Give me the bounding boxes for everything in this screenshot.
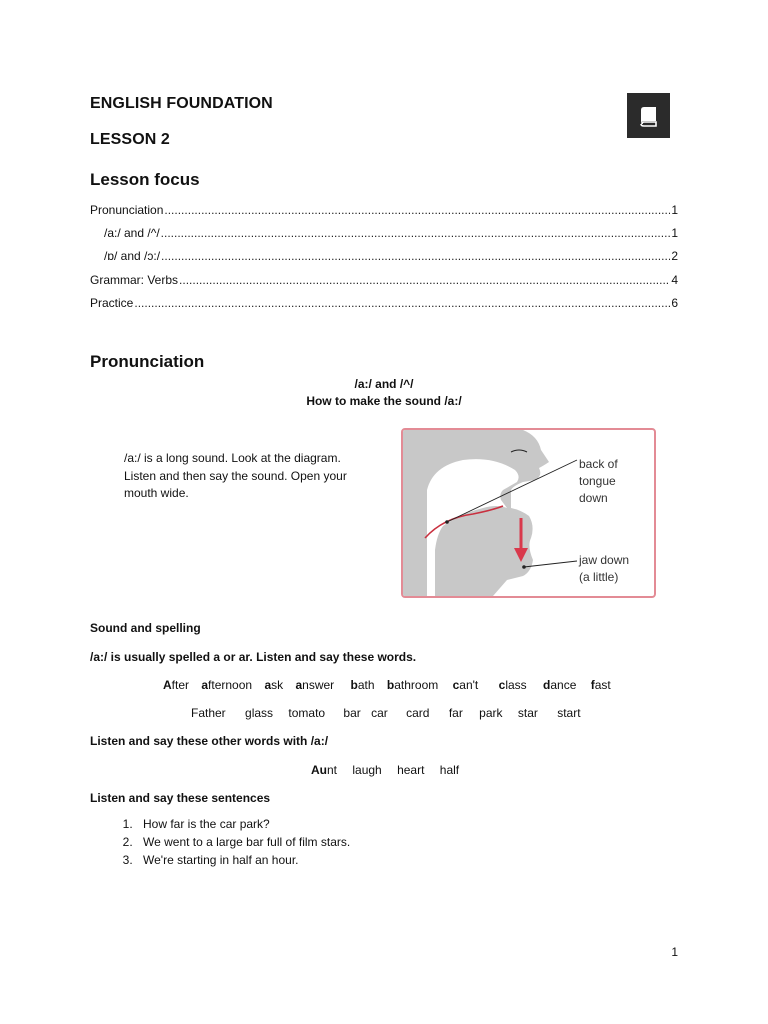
- word: afternoon: [201, 678, 253, 692]
- sentence-item: 3. We're starting in half an hour.: [136, 851, 536, 869]
- diagram-label-tongue-1: back of: [579, 457, 618, 471]
- toc-entry-label: /a:/ and /^/: [104, 226, 160, 240]
- toc-entry-label: Pronunciation: [90, 203, 164, 217]
- toc-leader-dots: [179, 273, 670, 287]
- word: After: [163, 678, 190, 692]
- lesson-title: LESSON 2: [90, 131, 170, 148]
- book-icon-box: [627, 93, 670, 138]
- word: Aunt: [311, 763, 338, 777]
- word: start: [557, 706, 581, 720]
- toc-entry-label: /ɒ/ and /ɔ:/: [104, 249, 161, 263]
- toc-leader-dots: [164, 203, 670, 217]
- word: park: [479, 706, 503, 720]
- subsection-title: /a:/ and /^/: [354, 377, 414, 391]
- toc-entry-page: 1: [671, 226, 678, 240]
- word: card: [406, 706, 430, 720]
- word-row-2: [191, 706, 581, 720]
- course-title: ENGLISH FOUNDATION: [90, 95, 273, 112]
- diagram-label-jaw-2: (a little): [579, 570, 619, 584]
- other-words-row: [311, 763, 459, 777]
- word: class: [498, 678, 527, 692]
- toc-entry-page: 2: [671, 249, 678, 263]
- subsection-subtitle: How to make the sound /a:/: [306, 394, 462, 408]
- word: tomato: [288, 706, 326, 720]
- word: far: [448, 706, 463, 720]
- toc-heading: Lesson focus: [90, 170, 200, 189]
- word: can't: [452, 678, 479, 692]
- sentence-list: [90, 815, 536, 869]
- toc-entry[interactable]: [90, 271, 678, 287]
- word-row-1: [163, 678, 611, 692]
- word: star: [517, 706, 538, 720]
- word: dance: [543, 678, 577, 692]
- diagram-label-jaw-1: jaw down: [579, 553, 630, 567]
- word: bar: [343, 706, 361, 720]
- toc-leader-dots: [134, 296, 670, 310]
- diagram-label-tongue-2: tongue: [579, 474, 616, 488]
- toc-entry[interactable]: [90, 224, 678, 240]
- sentence-item: 1. How far is the car park?: [136, 815, 536, 833]
- toc-entry[interactable]: [90, 201, 678, 217]
- toc-entry-page: 4: [671, 273, 678, 287]
- other-words-heading: Listen and say these other words with /a:/: [90, 734, 329, 748]
- section-heading: Pronunciation: [90, 352, 205, 371]
- sound-description: /a:/ is a long sound. Look at the diagram. Listen and then say the sound. Open your mouth wide.: [124, 451, 347, 500]
- toc-entry-page: 1: [671, 203, 678, 217]
- word: laugh: [352, 763, 382, 777]
- sentence-item: 2. We went to a large bar full of film stars.: [136, 833, 536, 851]
- word: half: [439, 763, 460, 777]
- sound-spelling-heading: Sound and spelling: [90, 621, 201, 635]
- toc-entry-label: Grammar: Verbs: [90, 273, 179, 287]
- mouth-diagram: [401, 428, 656, 598]
- mouth-diagram-illustration: [403, 430, 654, 596]
- toc-leader-dots: [161, 249, 670, 263]
- word: answer: [295, 678, 335, 692]
- toc-entry-page: 6: [671, 296, 678, 310]
- word: glass: [245, 706, 274, 720]
- book-icon: [636, 103, 662, 129]
- diagram-label-tongue-3: down: [579, 491, 608, 505]
- toc-entry-label: Practice: [90, 296, 134, 310]
- page-number: 1: [671, 945, 678, 959]
- word: car: [371, 706, 388, 720]
- sentences-heading: Listen and say these sentences: [90, 791, 271, 805]
- sound-spelling-instruction: /a:/ is usually spelled a or ar. Listen and say these words.: [90, 650, 417, 664]
- toc-entry[interactable]: [90, 294, 678, 310]
- word: heart: [397, 763, 425, 777]
- word: bathroom: [386, 678, 439, 692]
- word: ask: [264, 678, 284, 692]
- word: Father: [191, 706, 226, 720]
- toc-entry[interactable]: [90, 247, 678, 263]
- word: fast: [590, 678, 611, 692]
- word: bath: [350, 678, 375, 692]
- toc-leader-dots: [161, 226, 671, 240]
